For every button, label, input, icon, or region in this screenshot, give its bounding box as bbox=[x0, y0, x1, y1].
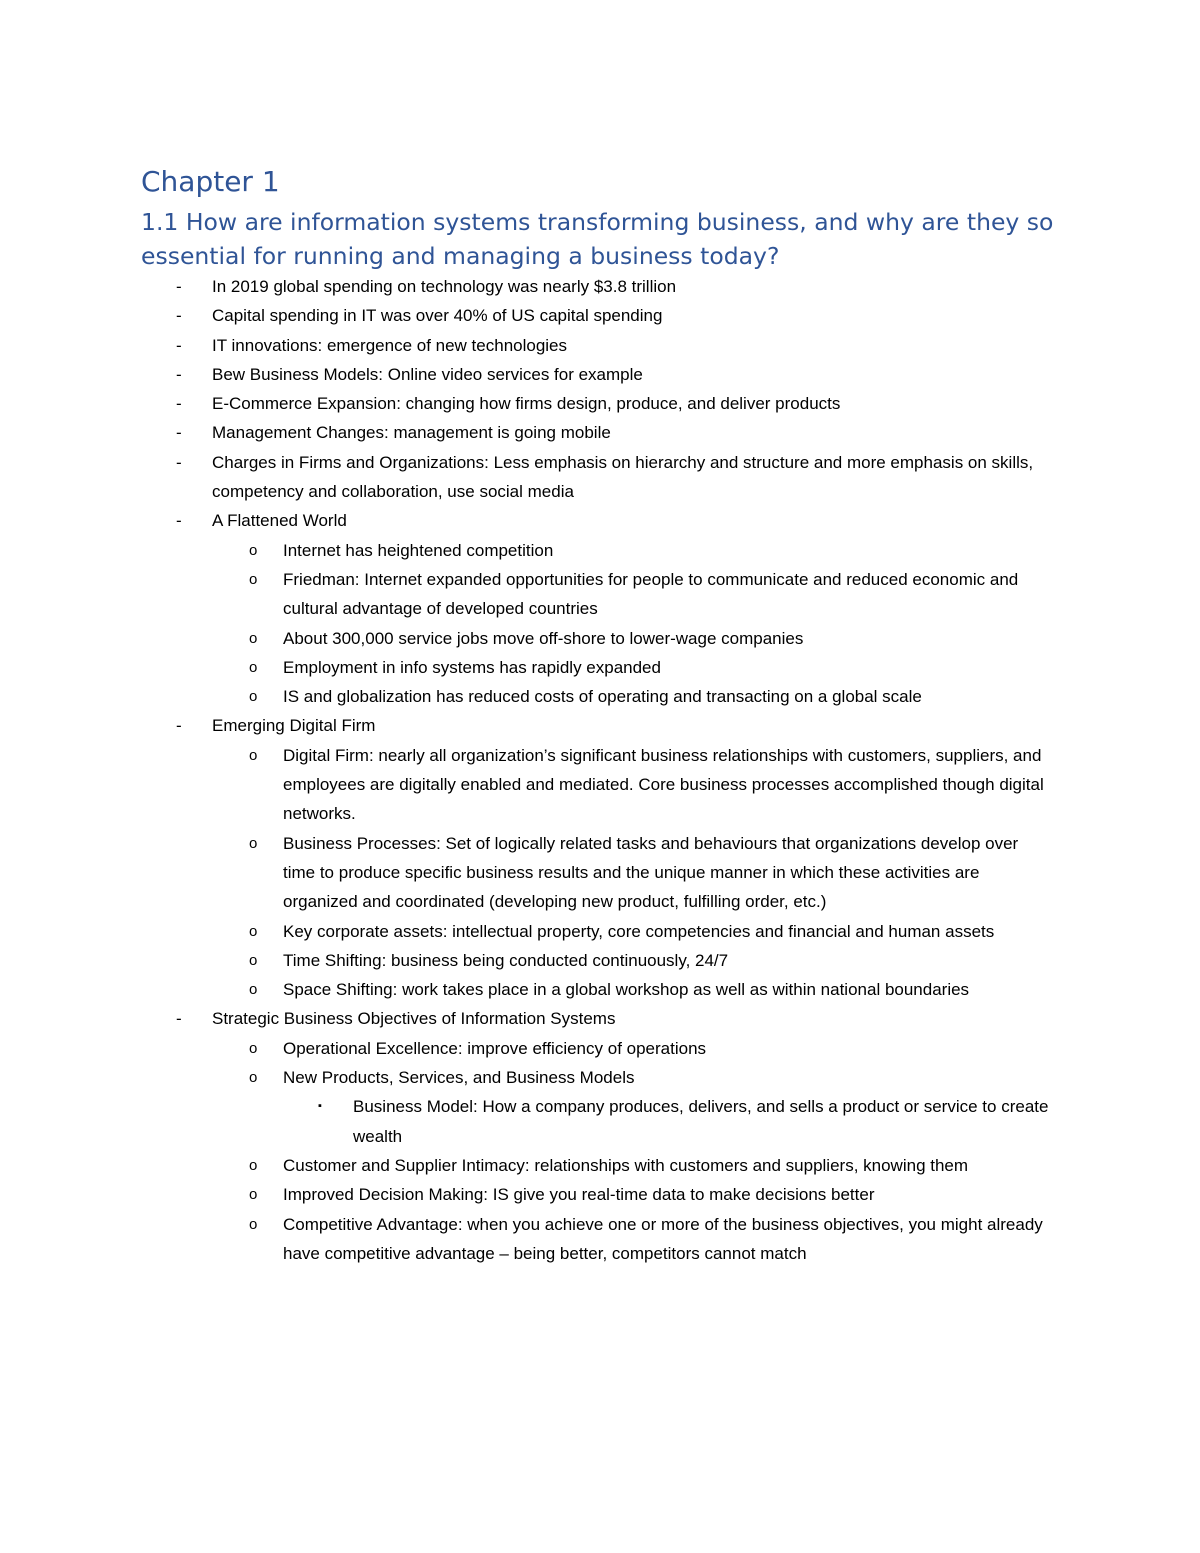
list-item bbox=[0, 565, 1053, 624]
bullet-marker: - bbox=[176, 277, 182, 296]
list-item-text: Space Shifting: work takes place in a global workshop as well as within national boundaries bbox=[283, 980, 970, 1000]
list-item bbox=[0, 1004, 1050, 1033]
bullet-marker: - bbox=[176, 716, 182, 736]
list-item-text: Digital Firm: nearly all organization’s significant business relationships with customers, suppliers, and employees are digitally enabled and mediated. Core business processes accomplished though digital networks. bbox=[283, 745, 1044, 824]
list-item-text: Improved Decision Making: IS give you real-time data to make decisions better bbox=[283, 1185, 875, 1205]
bullet-marker: o bbox=[249, 746, 258, 764]
list-item bbox=[0, 331, 1050, 360]
bullet-marker: o bbox=[249, 1039, 258, 1057]
list-item-text: Competitive Advantage: when you achieve one or more of the business objectives, you might already have competitive advantage – being better, competitors cannot match bbox=[283, 1214, 1043, 1263]
list-item bbox=[0, 1210, 1053, 1269]
list-item bbox=[0, 624, 1053, 653]
list-item-text: Operational Excellence: improve efficiency of operations bbox=[283, 1038, 707, 1058]
list-item bbox=[0, 1063, 1053, 1092]
list-item-text: New Products, Services, and Business Models bbox=[283, 1068, 635, 1088]
bullet-marker: o bbox=[249, 1186, 258, 1204]
bullet-marker: - bbox=[176, 364, 182, 384]
list-item bbox=[0, 682, 1053, 711]
list-item-text: Charges in Firms and Organizations: Less emphasis on hierarchy and structure and more emphasis on skills, competency and collaboration, use social media bbox=[212, 452, 1034, 502]
list-item-text: Capital spending in IT was over 40% of US capital spending bbox=[212, 306, 663, 326]
list-item-text: Bew Business Models: Online video services for example bbox=[212, 364, 643, 384]
list-item bbox=[0, 448, 1050, 507]
chapter-title: Chapter 1 bbox=[141, 165, 280, 198]
list-item bbox=[0, 1034, 1053, 1063]
list-item bbox=[0, 506, 1050, 535]
list-item-text: IS and globalization has reduced costs of operating and transacting on a global scale bbox=[283, 687, 922, 707]
list-item bbox=[0, 917, 1053, 946]
bullet-marker: - bbox=[176, 306, 182, 326]
list-item bbox=[0, 829, 1053, 917]
list-item bbox=[0, 741, 1053, 829]
list-item-text: Emerging Digital Firm bbox=[212, 716, 376, 736]
list-item bbox=[0, 389, 1050, 418]
list-item-text: Employment in info systems has rapidly expanded bbox=[283, 657, 661, 677]
list-item-text: About 300,000 service jobs move off-shore to lower-wage companies bbox=[283, 628, 804, 648]
list-item-text: Internet has heightened competition bbox=[283, 540, 554, 560]
bullet-marker: o bbox=[249, 834, 258, 852]
bullet-marker: o bbox=[249, 981, 258, 999]
bullet-marker: - bbox=[176, 1009, 182, 1029]
list-item-text: Business Processes: Set of logically related tasks and behaviours that organizations develop over time to produce specific business results and the unique manner in which these activities are organized and coordinated (developing new product, fulfilling order, etc.) bbox=[283, 833, 1019, 912]
bullet-list bbox=[0, 272, 1200, 1268]
list-item-text: E-Commerce Expansion: changing how firms design, produce, and deliver products bbox=[212, 394, 841, 414]
list-item-text: Key corporate assets: intellectual property, core competencies and financial and human assets bbox=[283, 921, 995, 941]
bullet-marker: o bbox=[249, 629, 258, 647]
bullet-marker: ▪ bbox=[318, 1100, 322, 1113]
list-item-text: A Flattened World bbox=[212, 511, 347, 531]
list-item-text: Customer and Supplier Intimacy: relationships with customers and suppliers, knowing them bbox=[283, 1155, 969, 1175]
list-item bbox=[0, 418, 1050, 447]
bullet-marker: - bbox=[176, 335, 182, 355]
list-item bbox=[0, 301, 1050, 330]
bullet-marker: o bbox=[249, 541, 258, 559]
list-item bbox=[0, 653, 1053, 682]
list-item-text: IT innovations: emergence of new technologies bbox=[212, 335, 568, 355]
list-item bbox=[0, 536, 1053, 565]
bullet-marker: - bbox=[176, 394, 182, 414]
bullet-marker: o bbox=[249, 1069, 258, 1087]
list-item bbox=[0, 1180, 1053, 1209]
bullet-marker: - bbox=[176, 452, 182, 472]
list-item bbox=[0, 711, 1050, 740]
list-item bbox=[0, 946, 1053, 975]
list-item-text: Management Changes: management is going mobile bbox=[212, 423, 611, 443]
list-item-text: Strategic Business Objectives of Information Systems bbox=[212, 1009, 616, 1029]
section-heading: 1.1 How are information systems transforming business, and why are they so essential for running and managing a business today? bbox=[141, 208, 1054, 270]
bullet-marker: o bbox=[249, 1156, 258, 1174]
list-item bbox=[0, 1151, 1053, 1180]
list-item-text: In 2019 global spending on technology was nearly $3.8 trillion bbox=[212, 277, 677, 296]
bullet-marker: o bbox=[249, 658, 258, 676]
list-item bbox=[0, 272, 1050, 301]
bullet-marker: o bbox=[249, 688, 258, 706]
bullet-marker: - bbox=[176, 423, 182, 443]
list-item bbox=[0, 1092, 1053, 1151]
bullet-marker: o bbox=[249, 922, 258, 940]
list-item-text: Business Model: How a company produces, delivers, and sells a product or service to create wealth bbox=[353, 1097, 1049, 1146]
bullet-marker: o bbox=[249, 570, 258, 588]
bullet-marker: o bbox=[249, 1215, 258, 1233]
bullet-marker: o bbox=[249, 951, 258, 969]
list-item bbox=[0, 360, 1050, 389]
list-item bbox=[0, 975, 1053, 1004]
list-item-text: Time Shifting: business being conducted continuously, 24/7 bbox=[283, 950, 729, 970]
list-item-text: Friedman: Internet expanded opportunities for people to communicate and reduced economic and cultural advantage of developed countries bbox=[283, 569, 1019, 619]
bullet-marker: - bbox=[176, 511, 182, 531]
